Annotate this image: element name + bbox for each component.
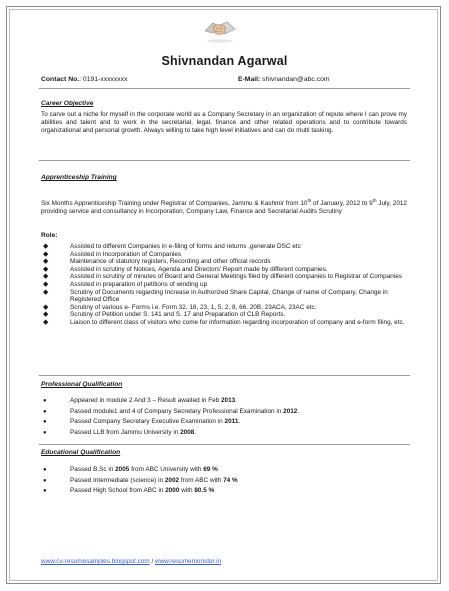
bullet-icon: ● (43, 419, 47, 425)
bullet-icon: ◆ (43, 303, 49, 311)
bullet-icon: ◆ (43, 318, 49, 326)
divider-objective (39, 160, 410, 161)
role-item: ◆ Assisted in scrutiny of Notices, Agenda and Directors' Report made by different companies. (43, 265, 328, 273)
bullet-icon: ● (43, 467, 47, 473)
professional-item: ● Passed module1 and 4 of Company Secretary Professional Examination in 2012. (41, 407, 407, 418)
candidate-name: Shivnandan Agarwal (161, 54, 288, 68)
role-item: ◆ Assisted in Incorporation of Companies (43, 250, 182, 258)
role-item: ◆ Scrutiny of various e- Forms i.e. Form 32, 18, 23, 1, 5, 2, 8, 66, 20B, 23ACA, 23AC etc. (43, 303, 317, 311)
role-item: ◆ Scrutiny of Petition under S. 141 and S. 17 and Preparation of CLB Reports. (43, 311, 286, 319)
professional-list (41, 396, 407, 438)
bullet-icon: ◆ (43, 288, 49, 296)
professional-item: ● Appeared in module 2 And 3 – Result awaited in Feb 2013. (41, 396, 407, 407)
footer-link-resumemonster[interactable]: www.resumemonster.in (155, 558, 222, 565)
bullet-icon: ◆ (43, 311, 49, 319)
bullet-icon: ● (43, 477, 47, 484)
professional-item: ● Passed LLB from Jammu University in 2008. (41, 428, 407, 439)
email-address: E-Mail: shivnandan@abc.com (238, 76, 330, 83)
heading-apprenticeship: Apprenticeship Training (41, 174, 117, 181)
divider-contact (39, 88, 410, 89)
education-item: ● Passed Intermediate (science) in 2002 from ABC with 74 % (41, 476, 407, 487)
bullet-icon: ● (43, 408, 47, 415)
footer-link-cv-resumesamples[interactable]: www.cv-resumesamples.blogspot.com (41, 558, 150, 565)
heading-educational: Educational Qualification (41, 449, 121, 456)
role-item: ◆ Liaison to different class of visitors who come for information regarding incorporation of company and e-form filing, etc. (43, 318, 405, 326)
role-item: ◆ Maintenance of statutory registers, Recording and other official records (43, 258, 271, 266)
role-list (41, 243, 407, 327)
bullet-icon: ◆ (43, 265, 49, 273)
divider-apprenticeship (39, 375, 410, 376)
role-item: ◆ Assisted in preparation of petitions of winding up (43, 280, 208, 288)
education-item: ● Passed High School from ABC in 2000 with 80.5 % (41, 486, 407, 497)
bullet-icon: ◆ (43, 250, 49, 258)
bullet-icon: ◆ (43, 258, 49, 266)
role-label: Role: (41, 232, 58, 239)
role-item: ◆ Scrutiny of Documents regarding Increase in Authorized Share Capital, Change of name of Company, Change in Registered Office (43, 288, 388, 304)
bullet-icon: ◆ (43, 243, 49, 250)
contact-number: Contact No.: 0191-xxxxxxxx (41, 76, 128, 83)
bullet-icon: ◆ (43, 273, 49, 281)
apprenticeship-text: Six Months Apprenticeship Training under Registrar of Companies, Jammu & Kashmir from 10th of January, 2012 to 9th July, 2012 providing service and consultancy in Incorporation, Company Law, Finance and Secretarial Audits Scrutiny (41, 198, 407, 215)
role-item: ◆ Assisted to different Companies in e-filing of forms and returns ,generate DSC etc (43, 243, 301, 250)
footer-links (41, 558, 221, 565)
bullet-icon: ◆ (43, 280, 49, 288)
education-item: ● Passed B.Sc in 2005 from ABC University with 69 % (41, 465, 407, 476)
heading-career-objective: Career Objective (41, 100, 94, 107)
bullet-icon: ● (43, 429, 47, 436)
divider-professional (39, 444, 410, 445)
bullet-icon: ● (43, 398, 47, 404)
career-objective-text: To carve out a niche for myself in the corporate world as a Company Secretary in an organization of repute where I can prove my abilities and talent and to work in the secretarial, legal, finance and other related operations and to contribute towards organizational and personal growth. Always willing to take high level initiatives and can do multi tasking. (41, 111, 407, 134)
role-item: ◆ Assisted in scrutiny of minutes of Board and General Meetings filed by different companies to Registrar of Companies (43, 273, 403, 281)
handshake-icon (203, 14, 237, 44)
footer-separator: / (149, 558, 156, 565)
bullet-icon: ● (43, 488, 47, 494)
professional-item: ● Passed Company Secretary Executive Examination in 2011. (41, 417, 407, 428)
heading-professional: Professional Qualification (41, 381, 123, 388)
educational-list (41, 465, 407, 497)
